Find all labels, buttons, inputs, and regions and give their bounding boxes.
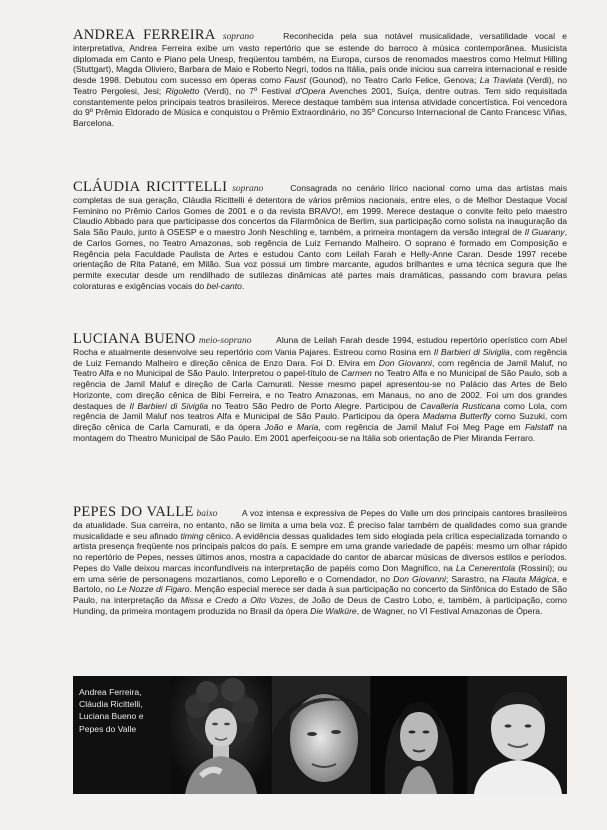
text-run: , de João de Deus de Castro Lobo, e, também, à participação, como Hunding, da primeira montagem produzida no Brasil da ópera: [73, 595, 567, 616]
bio-pepes-do-valle: [73, 504, 568, 617]
work-title: Flauta Mágica: [502, 573, 557, 584]
work-title: Don Giovanni: [393, 573, 446, 584]
work-title: Rigoletto: [165, 85, 200, 96]
text-run: na montagem do Theatro Municipal de São Paulo. Em 2001 aperfeiçoou-se na Itália sob orientação de Pier Miranda Ferraro.: [73, 422, 568, 443]
portrait-claudia-ricittelli: [272, 676, 370, 794]
work-title: Falstaff: [524, 422, 554, 432]
work-title: bel-canto: [206, 280, 242, 291]
caption-line: Pepes do Valle: [79, 723, 137, 734]
voice-type: soprano: [232, 184, 264, 194]
work-title: Missa e Credo a Oito Vozes: [180, 595, 294, 605]
text-run: no Teatro Alfa e no Municipal de São Paulo, sob a regência de Jamil Maluf e direção de Carla Camurati. Nesse mesmo papel apresentou-se no Palácio das Artes de Belo Horizonte, com direção cênica de Bibi Ferreira, e no Teatro Amazonas, em Manaus, no ano de 2002. Foi um dos grandes destaques de: [73, 368, 567, 411]
text-run: (Gounod), no Teatro Carlo Felice, Genova;: [305, 75, 480, 85]
bio-text: [73, 31, 567, 128]
bio-claudia-ricittelli: [73, 179, 567, 292]
text-run: (Verdi), no Teatro Pergolesi, Jesi;: [73, 75, 567, 96]
text-run: .: [241, 280, 245, 291]
work-title: João e Maria: [264, 422, 319, 432]
text-run: . Menção especial merece ser dada à sua participação no concerto da Sinfônica do Estado de São Paulo, na interpretação da: [73, 584, 567, 605]
text-run: , com regência de Jamil Maluf, no Teatro Alfa e no Municipal de São Paulo. Interpretou o papel-título de: [73, 357, 567, 379]
text-run: ; Sarastro, na: [445, 573, 503, 584]
work-title: d'Opera: [295, 85, 326, 96]
photo-caption: [79, 686, 179, 735]
work-title: Die Walküre: [310, 605, 357, 616]
work-title: Don Giovanni: [378, 357, 432, 368]
voice-type: meio-soprano: [198, 336, 252, 346]
bio-text: [73, 335, 567, 443]
photo-strip: [73, 676, 567, 794]
text-run: Aluna de Leilah Farah desde 1994, estudou repertório operístico com Abel Rocha e atualmente desenvolve seu repertório com Vania Pajares. Estreou como Rosina em: [73, 335, 568, 357]
singer-name: PEPES DO VALLE: [73, 504, 194, 520]
work-title: Le Nozze di Figaro: [117, 584, 190, 595]
work-title: Cavalleria Rusticana: [420, 400, 501, 411]
singer-name: LUCIANA BUENO: [73, 331, 196, 347]
text-run: (Verdi), no 7º Festival: [199, 85, 296, 96]
voice-type: soprano: [222, 32, 254, 42]
bio-luciana-bueno: [73, 331, 568, 444]
singer-name: CLÁUDIA RICITTELLI: [73, 179, 228, 195]
singer-name: ANDREA FERREIRA: [73, 27, 216, 43]
bio-andrea-ferreira: [73, 27, 567, 129]
text-run: Avenches 2001, Suíça, dentre outras. Tem sido requisitada constantemente pelos principais teatros brasileiros. Merece destaque também sua intensa atividade concertística. Foi vencedora do 9º Prêmio Eldorado de Música e conquistou o Prêmio Extraordinário, no 35º Concurso Internacional de Canto Francesc Viñas, Barcelona.: [73, 85, 567, 128]
work-title: Carmen: [341, 368, 372, 379]
text-run: , com regência de Luiz Fernando Malheiro e direção cênica de Enzo Dara. Foi D. Elvira em: [73, 346, 567, 368]
text-run: cênico. A evidência dessas qualidades tem sido elogiada pela crítica especializada tornando o artista presença freqüente nos principais palcos do país. E sempre em uma grande variedade de papéis: mesmo um olhar rápido no repertório de Pepes, nesses últimos anos, mostra a capacidade do cantor de abarcar músicas de diversos estilos e períodos. Pepes do Valle deixou marcas inconfundíveis na interpretação de papéis como Don Magnifico, na: [73, 530, 567, 573]
voice-type: baixo: [196, 509, 218, 519]
text-run: , de Wagner, no VI Festival Amazonas de Ópera.: [356, 605, 543, 616]
bio-text: [73, 508, 567, 616]
caption-line: Andrea Ferreira,: [79, 687, 142, 697]
text-run: , com regência de Jamil Maluf Foi Meg Page em: [318, 422, 525, 432]
portrait-andrea-ferreira: [171, 676, 271, 794]
work-title: Il Guarany: [524, 227, 565, 237]
text-run: , e Bartolo, no: [73, 573, 568, 595]
work-title: Madama Butterfly: [422, 411, 492, 422]
text-run: (Rossini); ou em uma série de personagens mozartianos, como Leporello e o Comendador, no: [73, 562, 567, 584]
work-title: Il Barbieri di Siviglia: [129, 400, 209, 411]
text-run: como Lola, com regência de Jamil Maluf nos teatros Alfa e Municipal de São Paulo. Participou da ópera: [73, 400, 568, 422]
work-title: timing: [180, 530, 204, 541]
work-title: La Traviata: [479, 75, 524, 85]
text-run: como Suzuki, com direção cênica de Carla Camurati, e da ópera: [73, 411, 567, 432]
work-title: Faust: [284, 75, 306, 85]
text-run: A voz intensa e expressiva de Pepes do Valle um dos principais cantores brasileiros da atualidade. Sua carreira, no entanto, não se limita a uma bela voz. É preciso falar também de qualidades como sua grande musicalidade e seu afinado: [73, 508, 567, 541]
work-title: Il Barbieri di Siviglia: [433, 346, 510, 357]
bio-text: [73, 183, 567, 291]
text-run: Consagrada no cenário lírico nacional como uma das artistas mais completas de sua geração, Cláudia Ricittelli é detentora de vários prêmios nacionais, entre eles, o de Melhor Destaque Vocal Feminino no Prêmio Carlos Gomes de 2001 e o da revista BRAVO!, em 1999. Merece destaque o convite feito pelo maestro Claudio Abbado para que participasse dos concertos da Filarmônica de Berlim, sua participação como solista na inauguração da Sala São Paulo, junto à OSESP e o maestro Jonh Neschling e, também, a primeira montagem da versão integral de: [73, 183, 567, 237]
text-run: Reconhecida pela sua notável musicalidade, versatilidade vocal e interpretativa, Andrea Ferreira exibe um vasto repertório que se estende do barroco à música contemporânea. Musicista diplomada em Canto e Piano pela Unesp, freqüentou também, na Europa, cursos de renomados maestros como Helmut Hilling (Stuttgart), Magda Oliviero, Barbara de Maio e Roberto Negri, todos na Itália, país onde iniciou sua carreira internacional e reside desde 1998. Debutou com sucesso em óperas como: [73, 31, 567, 85]
text-run: , de Carlos Gomes, no Teatro Amazonas, sob regência de Luiz Fernando Malheiro. O soprano é formado em Composição e Regência pela Faculdade Paulista de Artes e estudou Canto com Leilah Farah e Helly-Anne Caran. Desde 1997 recebe orientação de Rita Patané, em Milão. Sua voz possui um timbre marcante, agudos brilhantes e uma técnica segura que lhe permite executar desde um rendilhado de sutilezas dinâmicas até partes mais dramáticas, passando com bravura pelas coloraturas e exigências vocais do: [73, 227, 567, 291]
text-run: no Teatro São Pedro de Porto Alegre. Participou de: [208, 400, 421, 411]
caption-line: Cláudia Ricittelli,: [79, 699, 143, 710]
portrait-pepes-do-valle: [468, 676, 567, 794]
caption-line: Luciana Bueno e: [79, 711, 144, 722]
portrait-luciana-bueno: [371, 676, 467, 794]
work-title: La Cenerentola: [455, 562, 516, 573]
